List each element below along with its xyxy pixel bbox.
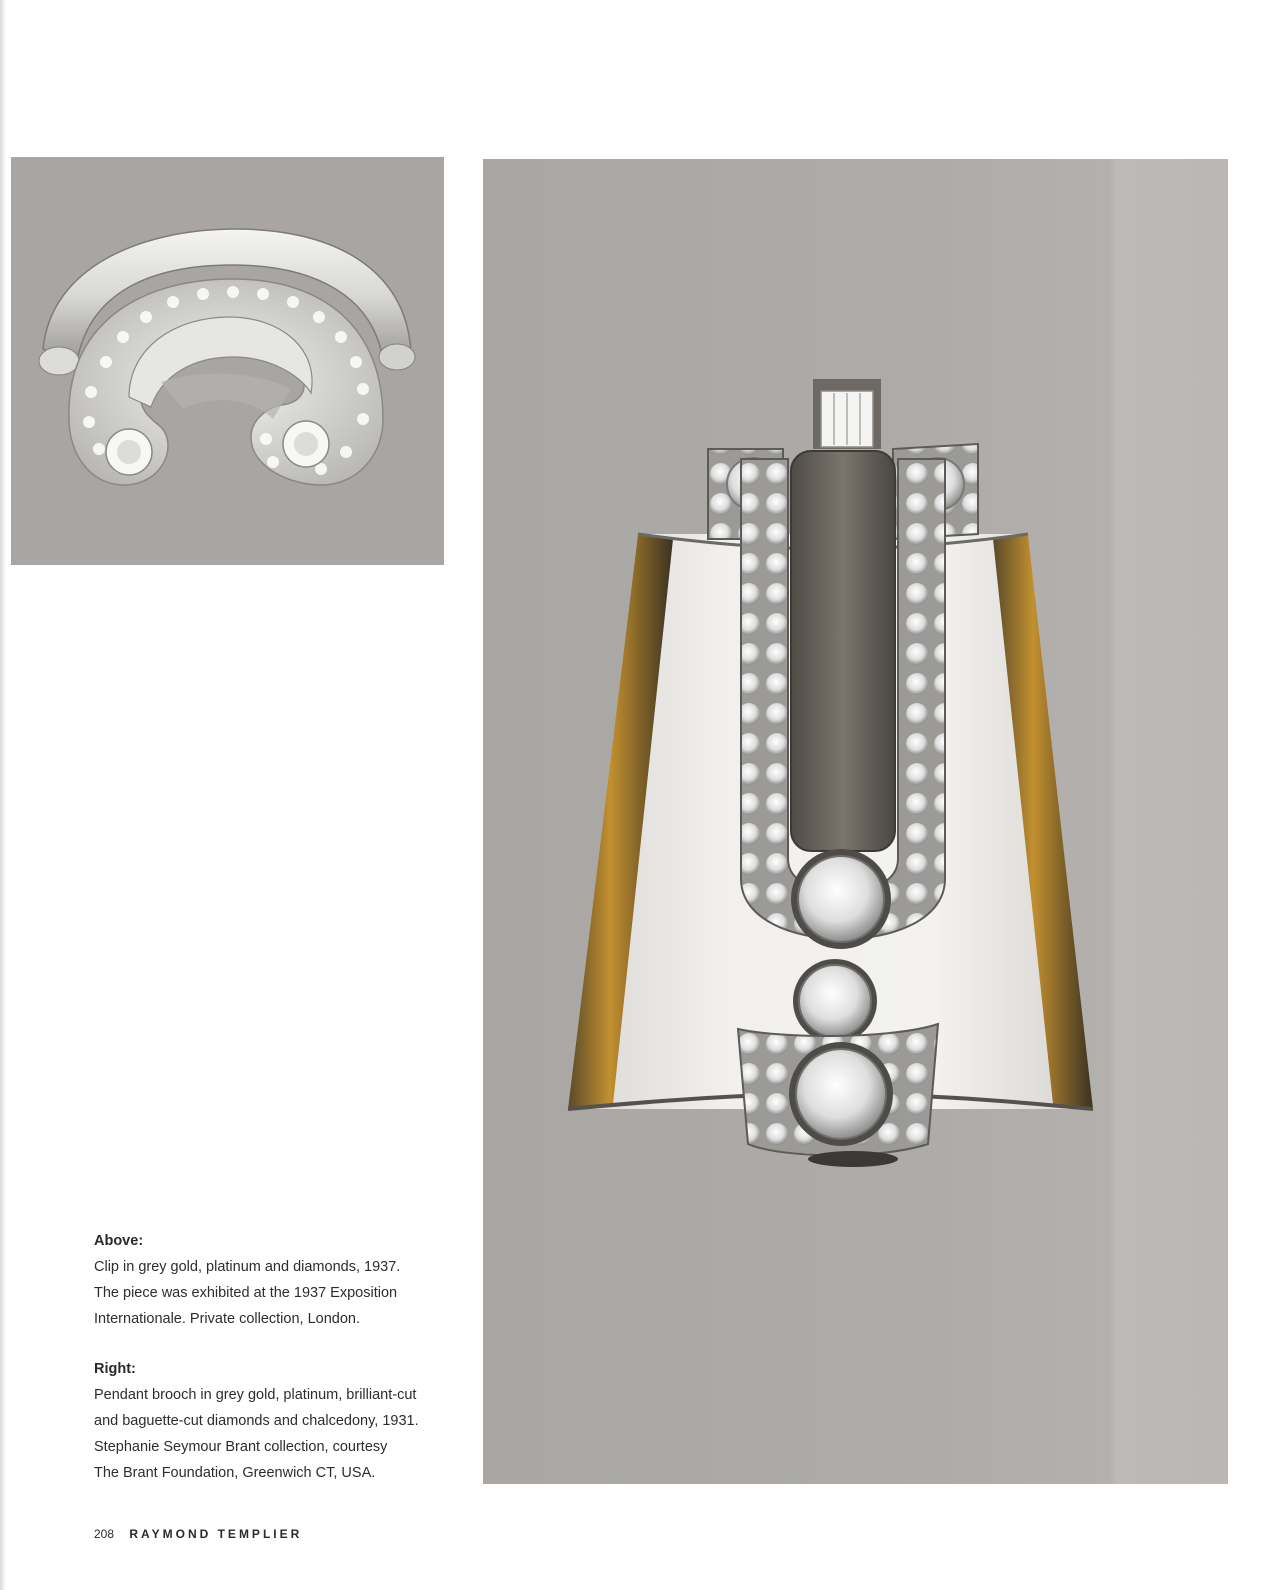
pendant-brooch-photo [483,159,1228,1484]
clip-brooch-image [11,157,444,565]
running-head: RAYMOND TEMPLIER [129,1527,303,1541]
caption-above-line: Clip in grey gold, platinum and diamonds, 1937. [94,1259,401,1275]
caption-right [94,1356,454,1486]
clip-brooch-photo [11,157,444,565]
pendant-brooch-image [483,159,1228,1484]
caption-above-heading: Above: [94,1233,144,1249]
page-number: 208 [94,1527,115,1541]
caption-right-heading: Right: [94,1361,136,1377]
caption-above [94,1228,454,1332]
caption-right-line: and baguette-cut diamonds and chalcedony, 1931. [94,1413,419,1429]
folio [94,1527,302,1541]
page-edge-shadow [0,0,6,1590]
caption-right-line: Pendant brooch in grey gold, platinum, brilliant-cut [94,1387,417,1403]
caption-right-line: The Brant Foundation, Greenwich CT, USA. [94,1465,376,1481]
captions [94,1228,454,1486]
caption-above-line: Internationale. Private collection, London. [94,1311,361,1327]
caption-above-line: The piece was exhibited at the 1937 Exposition [94,1285,398,1301]
caption-right-line: Stephanie Seymour Brant collection, courtesy [94,1439,388,1455]
